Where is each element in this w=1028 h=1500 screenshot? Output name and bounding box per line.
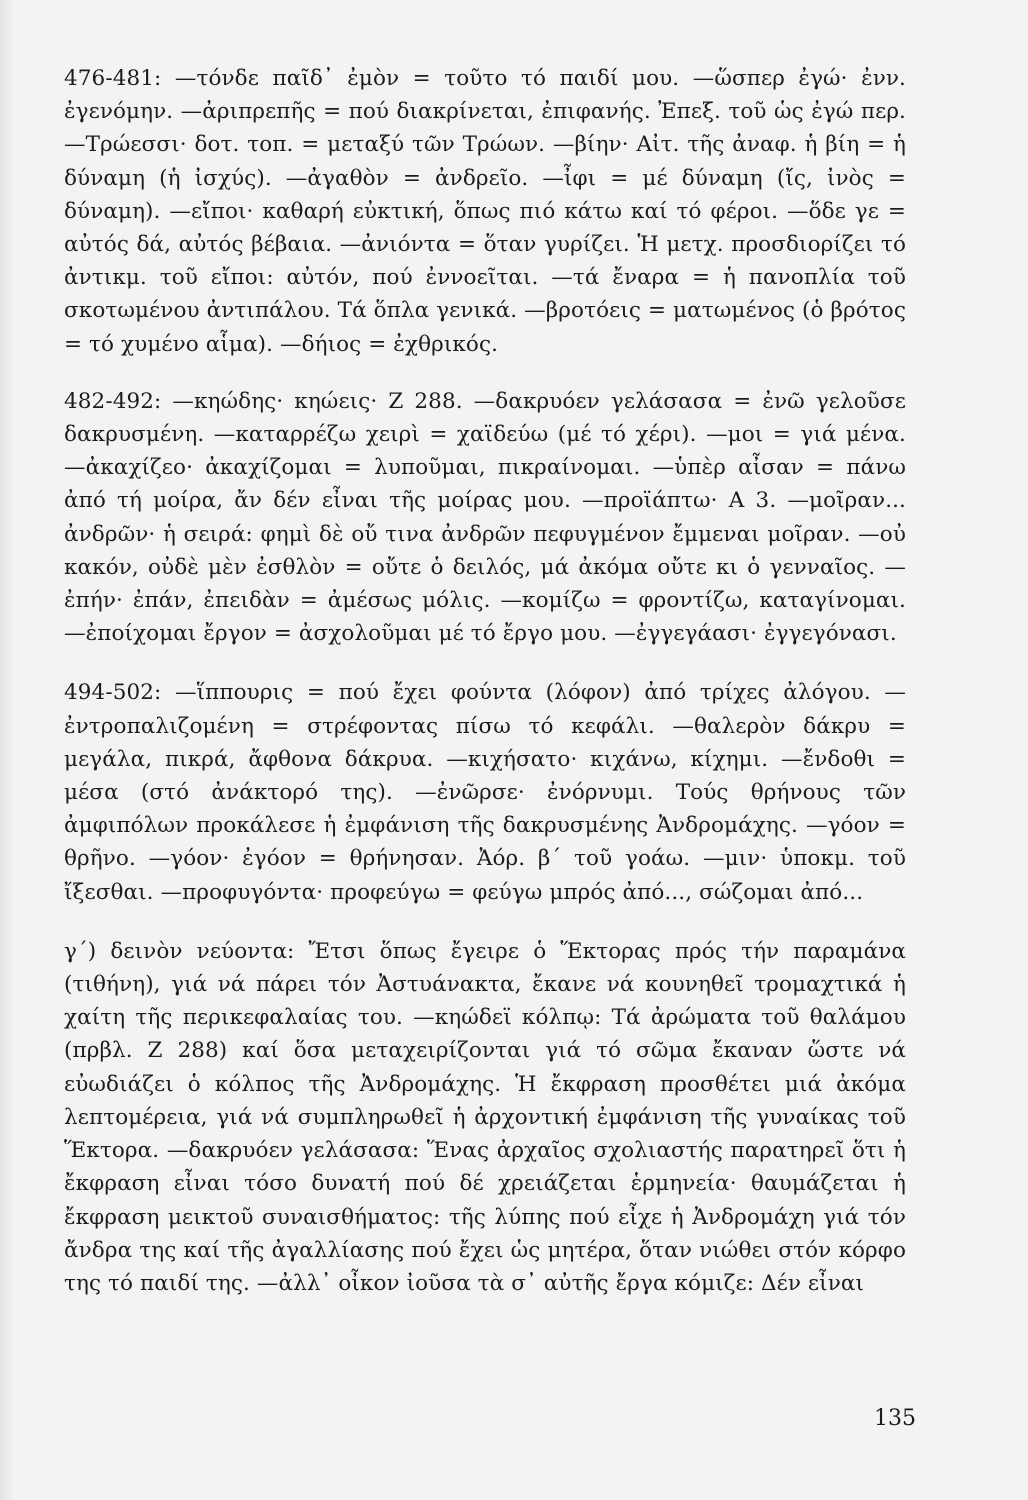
commentary-paragraph-gamma: γ΄) δεινὸν νεύοντα: Ἔτσι ὅπως ἔγειρε ὁ Ἕκτορας πρός τήν παραμάνα (τιθήνη), γιά νά πάρει τόν Ἀστυάνακτα, ἔκανε νά κουνηθεῖ τρομαχτικά ἡ χαίτη τῆς περικεφαλαίας του. —κηώδεϊ κόλπῳ: Τά ἀρώματα τοῦ θαλάμου (πρβλ. Ζ 288) καί ὅσα μεταχειρίζονται γιά τό σῶμα ἔκαναν ὥστε νά εὐωδιάζει ὁ κόλπος τῆς Ἀνδρομάχης. Ἡ ἔκφραση προσθέτει μιά ἀκόμα λεπτομέρεια, γιά νά συμπληρωθεῖ ἡ ἀρχοντική ἐμφάνιση τῆς γυναίκας τοῦ Ἕκτορα. —δακρυόεν γελάσασα: Ἕνας ἀρχαῖος σχολιαστής παρατηρεῖ ὅτι ἡ ἔκφραση εἶναι τόσο δυνατή πού δέ χρειάζεται ἑρμηνεία· θαυμάζεται ἡ ἔκφραση μεικτοῦ συναισθήματος: τῆς λύπης πού εἶχε ἡ Ἀνδρομάχη γιά τόν ἄνδρα της καί τῆς ἀγαλλίασης πού ἔχει ὡς μητέρα, ὅταν νιώθει στόν κόρφο της τό παιδί της. —ἀλλ᾽ οἶκον ἰοῦσα τὰ σ᾽ αὐτῆς ἔργα κόμιζε: Δέν εἶναι [64, 938, 906, 1296]
binding-shadow [0, 0, 14, 1500]
page-number: 135 [874, 1406, 916, 1431]
commentary-paragraph-476-481: 476-481: —τόνδε παῖδ᾽ ἐμὸν = τοῦτο τό παιδί μου. —ὥσπερ ἐγώ· ἐνν. ἐγενόμην. —ἀριπρεπῆς = πού διακρίνεται, ἐπιφανής. Ἐπεξ. τοῦ ὡς ἐγώ περ. —Τρώεσσι· δοτ. τοπ. = μεταξύ τῶν Τρώων. —βίην· Αἰτ. τῆς ἀναφ. ἡ βίη = ἡ δύναμη (ἡ ἰσχύς). —ἀγαθὸν = ἀνδρεῖο. —ἶφι = μέ δύναμη (ἴς, ἰνὸς = δύναμη). —εἴποι· καθαρή εὐκτική, ὅπως πιό κάτω καί τό φέροι. —ὅδε γε = αὐτός δά, αὐτός βέβαια. —ἀνιόντα = ὅταν γυρίζει. Ἡ μετχ. προσδιορίζει τό ἀντικμ. τοῦ εἴποι: αὐτόν, πού ἐννοεῖται. —τά ἔναρα = ἡ πανοπλία τοῦ σκοτωμένου ἀντιπάλου. Τά ὅπλα γενικά. —βροτόεις = ματωμένος (ὁ βρότος = τό χυμένο αἷμα). —δήιος = ἐχθρικός. [64, 66, 906, 357]
commentary-paragraph-482-492: 482-492: —κηώδης· κηώεις· Ζ 288. —δακρυόεν γελάσασα = ἐνῶ γελοῦσε δακρυσμένη. —καταρρέζω χειρὶ = χαϊδεύω (μέ τό χέρι). —μοι = γιά μένα. —ἀκαχίζεο· ἀκαχίζομαι = λυποῦμαι, πικραίνομαι. —ὑπὲρ αἶσαν = πάνω ἀπό τή μοίρα, ἄν δέν εἶναι τῆς μοίρας μου. —προϊάπτω· Α 3. —μοῖραν... ἀνδρῶν· ἡ σειρά: φημὶ δὲ οὔ τινα ἀνδρῶν πεφυγμένον ἔμμεναι μοῖραν. —οὐ κακόν, οὐδὲ μὲν ἐσθλὸν = οὔτε ὁ δειλός, μά ἀκόμα οὔτε κι ὁ γενναῖος. —ἐπήν· ἐπάν, ἐπειδὰν = ἀμέσως μόλις. —κομίζω = φροντίζω, καταγίνομαι. —ἐποίχομαι ἔργον = ἀσχολοῦμαι μέ τό ἔργο μου. —ἐγγεγάασι· ἐγγεγόνασι. [64, 388, 906, 647]
commentary-paragraph-494-502: 494-502: —ἵππουρις = πού ἔχει φούντα (λόφον) ἀπό τρίχες ἀλόγου. —ἐντροπαλιζομένη = στρέφοντας πίσω τό κεφάλι. —θαλερὸν δάκρυ = μεγάλα, πικρά, ἄφθονα δάκρυα. —κιχήσατο· κιχάνω, κίχημι. —ἔνδοθι = μέσα (στό ἀνάκτορό της). —ἐνῶρσε· ἐνόρνυμι. Τούς θρήνους τῶν ἀμφιπόλων προκάλεσε ἡ ἐμφάνιση τῆς δακρυσμένης Ἀνδρομάχης. —γόον = θρῆνο. —γόον· ἐγόον = θρήνησαν. Ἀόρ. β΄ τοῦ γοάω. —μιν· ὑποκμ. τοῦ ἴξεσθαι. —προφυγόντα· προφεύγω = φεύγω μπρός ἀπό..., σώζομαι ἀπό... [64, 680, 906, 905]
